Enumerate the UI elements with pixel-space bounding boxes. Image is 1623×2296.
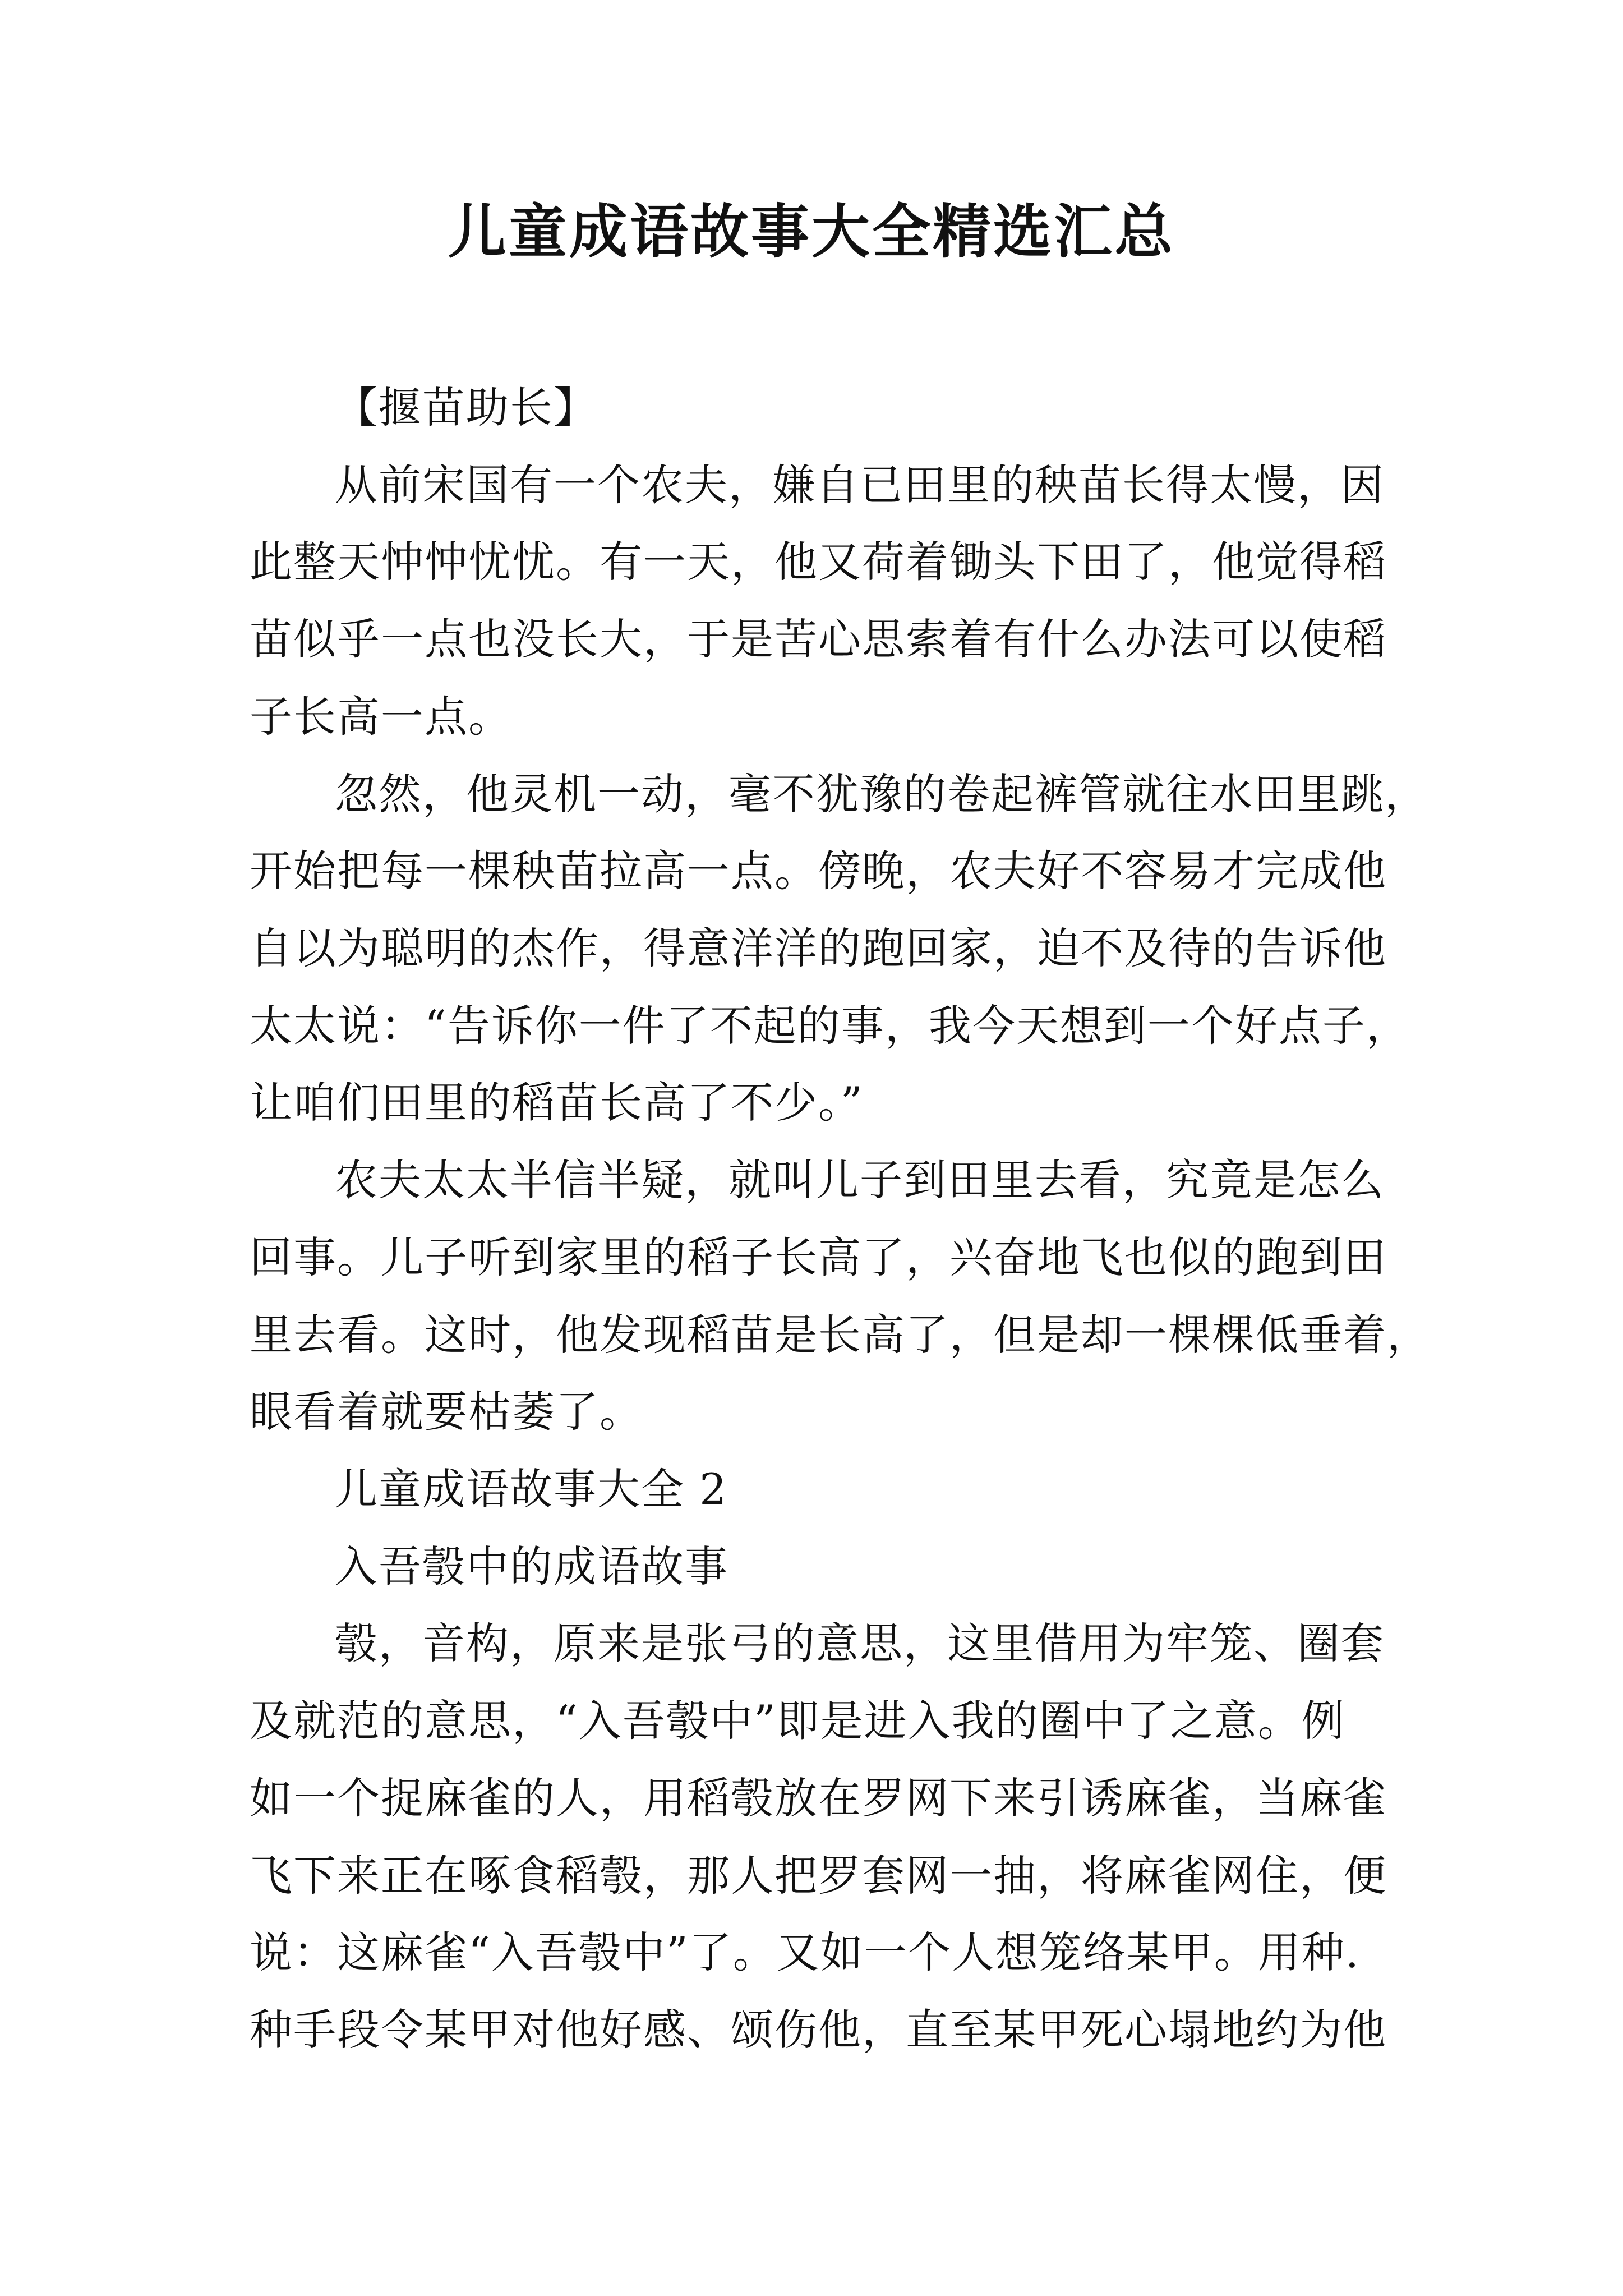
paragraph-line: 苗似乎一点也没长大，于是苦心思索着有什么办法可以使稻 (250, 614, 1387, 664)
paragraph-line: 子长高一点。 (250, 692, 512, 742)
paragraph-line: 回事。儿子听到家里的稻子长高了，兴奋地飞也似的跑到田 (250, 1232, 1387, 1282)
paragraph-line: 彀，音构，原来是张弓的意思，这里借用为牢笼、圈套 (335, 1618, 1385, 1668)
paragraph-line: 农夫太太半信半疑，就叫儿子到田里去看，究竟是怎么 (335, 1155, 1385, 1205)
heading-line: 【揠苗助长】 (335, 383, 597, 432)
paragraph-line: 说：这麻雀“入吾彀中”了。又如一个人想笼络某甲。用种. (250, 1927, 1360, 1977)
document-title: 儿童成语故事大全精选汇总 (448, 197, 1175, 266)
paragraph-line: 此整天忡忡忧忧。有一天，他又荷着锄头下田了，他觉得稻 (250, 537, 1387, 587)
paragraph-line: 忽然，他灵机一动，毫不犹豫的卷起裤管就往水田里跳， (335, 769, 1428, 819)
paragraph-line: 如一个捉麻雀的人，用稻彀放在罗网下来引诱麻雀，当麻雀 (250, 1773, 1387, 1823)
paragraph-line: 里去看。这时，他发现稻苗是长高了，但是却一棵棵低垂着， (250, 1310, 1431, 1360)
paragraph-line: 自以为聪明的杰作，得意洋洋的跑回家，迫不及待的告诉他 (250, 923, 1387, 973)
paragraph-line: 眼看着就要枯萎了。 (250, 1387, 643, 1437)
section-subheading: 入吾彀中的成语故事 (335, 1542, 728, 1591)
paragraph-line: 太太说：“告诉你一件了不起的事，我今天想到一个好点子， (250, 1001, 1410, 1051)
paragraph-line: 让咱们田里的稻苗长高了不少。” (250, 1078, 864, 1128)
paragraph-line: 从前宋国有一个农夫，嫌自已田里的秧苗长得太慢，因 (335, 460, 1385, 510)
section-heading: 儿童成语故事大全 2 (335, 1464, 728, 1514)
paragraph-line: 飞下来正在啄食稻彀，那人把罗套网一抽，将麻雀网住，便 (250, 1851, 1387, 1901)
paragraph-line: 及就范的意思，“入吾彀中”即是进入我的圈中了之意。例 (250, 1696, 1345, 1746)
paragraph-line: 开始把每一棵秧苗拉高一点。傍晚，农夫好不容易才完成他 (250, 846, 1387, 896)
paragraph-line: 种手段令某甲对他好感、颂伤他，直至某甲死心塌地约为他 (250, 2005, 1387, 2055)
